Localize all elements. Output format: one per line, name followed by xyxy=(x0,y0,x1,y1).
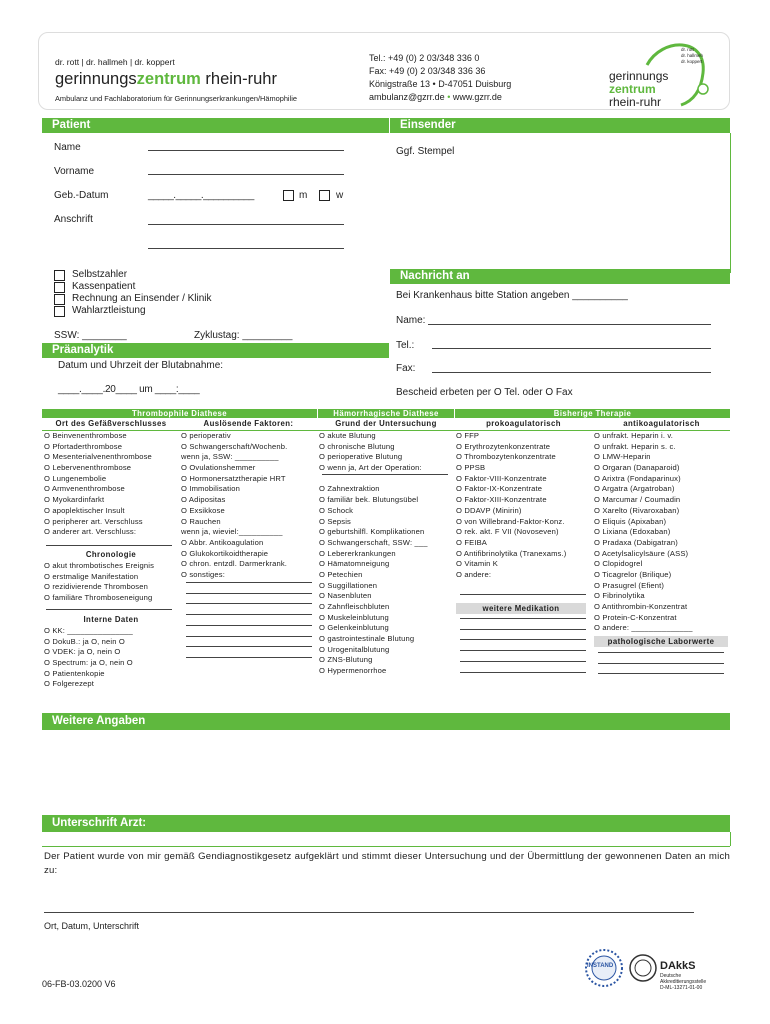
grund-option[interactable]: O Schwangerschaft, SSW: ___ xyxy=(319,537,428,547)
grund-option[interactable]: O Urogenitalblutung xyxy=(319,644,390,654)
dakks-label: DAkkS xyxy=(660,960,696,972)
nachricht-fax-field[interactable] xyxy=(432,372,711,373)
col1-blank-line-2[interactable] xyxy=(46,609,172,610)
grund-option[interactable]: O wenn ja, Art der Operation: xyxy=(319,463,422,473)
ort-option[interactable]: O Lebervenenthrombose xyxy=(44,463,132,473)
chronologie-option[interactable]: O familiäre Thromboseneigung xyxy=(44,593,153,603)
name-field[interactable] xyxy=(148,150,344,151)
kassenpatient-label: Kassenpatient xyxy=(72,281,136,292)
chronologie-option[interactable]: O akut thrombotisches Ereignis xyxy=(44,561,155,570)
consent-text: Der Patient wurde von mir gemäß Gendiagnostikgesetz aufgeklärt und stimmt dieser Untersuchung und der Übermittlung der gewonnenen Daten an mich zu: xyxy=(44,851,730,876)
ort-option[interactable]: O Mesenterialvenenthrombose xyxy=(44,452,152,462)
instand-logo xyxy=(584,948,624,988)
haemorrhagische-header: Hämorrhagische Diathese xyxy=(318,409,454,418)
prokoagulatorisch-option[interactable]: O FFP xyxy=(456,431,480,440)
unterschrift-rule xyxy=(42,846,730,847)
grund-option[interactable]: O chronische Blutung xyxy=(319,441,395,451)
weitere-medikation-header: weitere Medikation xyxy=(456,603,586,614)
dakks-logo xyxy=(628,946,728,992)
antikoagulatorisch-option[interactable]: O Protein-C-Konzentrat xyxy=(594,612,677,622)
ort-option[interactable]: O anderer art. Verschluss: xyxy=(44,527,137,537)
interne-option[interactable]: O VDEK: ja O, nein O xyxy=(44,647,121,657)
grund-option[interactable]: O perioperative Blutung xyxy=(319,452,403,462)
prokoagulatorisch-option[interactable]: O Thrombozytenkonzentrate xyxy=(456,452,556,462)
header-tagline: Ambulanz und Fachlaboratorium für Gerinnungserkrankungen/Hämophilie xyxy=(55,94,297,103)
grund-option[interactable]: O geburtshilfl. Komplikationen xyxy=(319,527,425,537)
chronologie-list xyxy=(44,561,180,604)
grund-option[interactable]: O Hämatomneigung xyxy=(319,559,390,569)
ort-option[interactable]: O Beinvenenthrombose xyxy=(44,431,127,440)
wahlarzt-label: Wahlarztleistung xyxy=(72,305,146,316)
prokoagulatorisch-option[interactable]: O Antifibrinolytika (Tranexams.) xyxy=(456,548,567,558)
interne-header: Interne Daten xyxy=(83,615,139,624)
grund-option[interactable]: O akute Blutung xyxy=(319,431,376,440)
station-field[interactable]: Bei Krankenhaus bitte Station angeben __________ xyxy=(396,290,628,301)
antikoagulatorisch-option[interactable]: O Eliquis (Apixaban) xyxy=(594,516,667,526)
grund-header: Grund der Untersuchung xyxy=(335,419,437,428)
antikoagulatorisch-list xyxy=(594,431,731,634)
gender-m-label: m xyxy=(299,190,308,201)
ausloesende-blank-line[interactable] xyxy=(186,646,312,647)
andere-blank-line[interactable] xyxy=(460,594,586,595)
gender-w-checkbox[interactable] xyxy=(319,190,330,201)
grund-option[interactable]: O Suggillationen xyxy=(319,580,378,590)
col1-blank-line[interactable] xyxy=(46,545,172,546)
grund-option[interactable]: O Nasenbluten xyxy=(319,591,372,601)
zyklus-field[interactable]: Zyklustag: _________ xyxy=(194,330,293,341)
nachricht-tel-label: Tel.: xyxy=(396,340,415,351)
ort-option[interactable]: O Myokardinfarkt xyxy=(44,495,105,505)
ort-option[interactable]: O peripherer art. Verschluss xyxy=(44,516,143,526)
gender-w-label: w xyxy=(336,190,344,201)
ausloesende-option: wenn ja, SSW: __________ xyxy=(181,452,279,462)
nachricht-name-field[interactable] xyxy=(428,324,711,325)
kassenpatient-checkbox[interactable] xyxy=(54,282,65,293)
antikoagulatorisch-option[interactable]: O unfrakt. Heparin s. c. xyxy=(594,441,676,451)
dakks-seal-icon xyxy=(628,948,658,988)
logo-line1: gerinnungs xyxy=(609,69,669,83)
header-tel: Tel.: +49 (0) 2 03/348 336 0 xyxy=(369,53,480,63)
ausloesende-option[interactable]: O Exsikkose xyxy=(181,505,225,515)
grund-option[interactable]: O Petechien xyxy=(319,569,363,579)
interne-option[interactable]: O KK: _______________ xyxy=(44,626,133,635)
chronologie-option[interactable]: O erstmalige Manifestation xyxy=(44,571,139,581)
ausloesende-blank-line[interactable] xyxy=(186,636,312,637)
ausloesende-option[interactable]: O Glukokortikoidtherapie xyxy=(181,548,269,558)
ausloesende-header: Auslösende Faktoren: xyxy=(203,419,294,428)
ausloesende-blank-line[interactable] xyxy=(186,625,312,626)
nachricht-tel-field[interactable] xyxy=(432,348,711,349)
grund-option[interactable]: O Sepsis xyxy=(319,516,352,526)
weitere-angaben-header: Weitere Angaben xyxy=(42,713,730,730)
ausloesende-option[interactable]: O chron. entzdl. Darmerkrank. xyxy=(181,559,288,569)
ausloesende-blank-line[interactable] xyxy=(186,582,312,583)
header-fax: Fax: +49 (0) 2 03/348 336 36 xyxy=(369,66,486,76)
logo-line2: zentrum xyxy=(609,82,656,96)
prokoagulatorisch-option[interactable]: O Faktor-XIII-Konzentrate xyxy=(456,495,547,505)
praeanalytik-header: Präanalytik xyxy=(42,343,389,358)
ausloesende-option[interactable]: O Rauchen xyxy=(181,516,221,526)
antikoagulatorisch-header: antikoagulatorisch xyxy=(623,419,700,428)
prokoagulatorisch-option[interactable]: O rek. akt. F VII (Novoseven) xyxy=(456,527,559,537)
grund-option[interactable]: O Zahnfleischbluten xyxy=(319,602,390,611)
medikation-blank-line[interactable] xyxy=(460,629,586,630)
header xyxy=(38,32,730,110)
grund-option[interactable]: O ZNS-Blutung xyxy=(319,655,373,665)
vorname-field[interactable] xyxy=(148,174,344,175)
grund-option[interactable]: O Gelenkeinblutung xyxy=(319,623,389,633)
anschrift-field-2[interactable] xyxy=(148,248,344,249)
dakks-sub3: D-ML-13271-01-00 xyxy=(660,985,703,991)
wahlarzt-checkbox[interactable] xyxy=(54,306,65,317)
gender-m-checkbox[interactable] xyxy=(283,190,294,201)
antikoagulatorisch-option[interactable]: O Ticagrelor (Brilique) xyxy=(594,569,672,579)
grund-option[interactable]: O Lebererkrankungen xyxy=(319,548,396,558)
laborwerte-header: pathologische Laborwerte xyxy=(594,636,728,647)
antikoagulatorisch-option[interactable]: O Clopidogrel xyxy=(594,559,643,569)
chronologie-header: Chronologie xyxy=(85,550,137,559)
ausloesende-option[interactable]: O sonstiges: xyxy=(181,569,226,579)
ort-option[interactable]: O apoplektischer Insult xyxy=(44,505,125,515)
antikoagulatorisch-option[interactable]: O Xarelto (Rivaroxaban) xyxy=(594,505,680,515)
ausloesende-option[interactable]: O perioperativ xyxy=(181,431,231,440)
nachricht-fax-label: Fax: xyxy=(396,363,416,374)
rechnung-label: Rechnung an Einsender / Klinik xyxy=(72,293,212,304)
prokoagulatorisch-option[interactable]: O DDAVP (Minirin) xyxy=(456,505,522,515)
geb-label: Geb.-Datum xyxy=(54,190,109,201)
ausloesende-blank-line[interactable] xyxy=(186,603,312,604)
grund-option[interactable]: O Schock xyxy=(319,505,354,515)
dakks-sub2: Akkreditierungsstelle xyxy=(660,979,707,985)
antikoagulatorisch-option[interactable]: O Antithrombin-Konzentrat xyxy=(594,602,688,611)
prokoagulatorisch-list xyxy=(456,431,593,581)
ausloesende-option: wenn ja, wieviel:__________ xyxy=(181,527,283,537)
medikation-blank-line[interactable] xyxy=(460,672,586,673)
einsender-border xyxy=(730,133,731,273)
medikation-blank-line[interactable] xyxy=(460,650,586,651)
ort-header: Ort des Gefäßverschlusses xyxy=(55,419,167,428)
grund-option[interactable]: O Muskeleinblutung xyxy=(319,612,389,622)
signature-line[interactable] xyxy=(44,912,694,913)
ort-datum-label: Ort, Datum, Unterschrift xyxy=(44,921,140,931)
antikoagulatorisch-option[interactable]: O Arixtra (Fondaparinux) xyxy=(594,473,681,483)
logo-small-2: dr. hallmeh xyxy=(681,53,704,58)
logo-small-3: dr. koppert xyxy=(681,59,703,64)
grund-option[interactable]: O familiär bek. Blutungsübel xyxy=(319,495,419,505)
ort-option[interactable]: O Lungenembolie xyxy=(44,473,107,483)
antikoagulatorisch-option[interactable]: O unfrakt. Heparin i. v. xyxy=(594,431,674,440)
antikoagulatorisch-option[interactable]: O Prasugrel (Efient) xyxy=(594,580,665,590)
ausloesende-option[interactable]: O Abbr. Antikoagulation xyxy=(181,537,264,547)
prokoagulatorisch-option[interactable]: O PPSB xyxy=(456,463,486,473)
logo-line3: rhein-ruhr xyxy=(609,95,662,109)
chronologie-option[interactable]: O rezidivierende Thrombosen xyxy=(44,582,148,592)
interne-option[interactable]: O DokuB.: ja O, nein O xyxy=(44,636,125,646)
interne-option[interactable]: O Patientenkopie xyxy=(44,668,105,678)
ssw-field[interactable]: SSW: ________ xyxy=(54,330,127,341)
interne-option[interactable]: O Folgerezept xyxy=(44,679,95,689)
ausloesende-blank-line[interactable] xyxy=(186,657,312,658)
ausloesende-blank-line[interactable] xyxy=(186,593,312,594)
ort-list xyxy=(44,431,180,538)
ausloesende-blank-line[interactable] xyxy=(186,614,312,615)
therapie-header: Bisherige Therapie xyxy=(455,409,730,418)
laborwerte-blank-line[interactable] xyxy=(598,663,724,664)
prokoagulatorisch-option[interactable]: O Faktor-VIII-Konzentrate xyxy=(456,473,547,483)
rechnung-checkbox[interactable] xyxy=(54,294,65,305)
form-id: 06-FB-03.0200 V6 xyxy=(42,979,116,989)
antikoagulatorisch-option[interactable]: O Orgaran (Danaparoid) xyxy=(594,463,680,473)
grund-option[interactable]: O Hypermenorrhoe xyxy=(319,666,387,676)
einsender-header: Einsender xyxy=(390,118,730,133)
laborwerte-blank-line[interactable] xyxy=(598,673,724,674)
header-doctors: dr. rott | dr. hallmeh | dr. koppert xyxy=(55,57,175,67)
bescheid-label[interactable]: Bescheid erbeten per O Tel. oder O Fax xyxy=(396,387,573,398)
grund-list xyxy=(319,431,455,677)
grund-option[interactable]: O gastrointestinale Blutung xyxy=(319,634,415,644)
stempel-label: Ggf. Stempel xyxy=(396,146,455,157)
selbstzahler-label: Selbstzahler xyxy=(72,269,128,280)
medikation-blank-line[interactable] xyxy=(460,639,586,640)
antikoagulatorisch-option[interactable]: O Pradaxa (Dabigatran) xyxy=(594,537,678,547)
prokoagulatorisch-option[interactable]: O FEIBA xyxy=(456,537,488,547)
weitere-angaben-area[interactable] xyxy=(42,730,730,815)
ausloesende-option[interactable]: O Hormonersatztherapie HRT xyxy=(181,473,286,483)
prokoagulatorisch-header: prokoagulatorisch xyxy=(486,419,561,428)
prokoagulatorisch-option[interactable]: O Erythrozytenkonzentrate xyxy=(456,441,551,451)
blutabnahme-label: Datum und Uhrzeit der Blutabnahme: xyxy=(58,360,224,371)
name-label: Name xyxy=(54,142,81,153)
ausloesende-option[interactable]: O Schwangerschaft/Wochenb. xyxy=(181,441,288,451)
ort-option[interactable]: O Pfortaderthrombose xyxy=(44,441,123,451)
prokoagulatorisch-option[interactable]: O von Willebrand-Faktor-Konz. xyxy=(456,516,565,526)
ausloesende-list xyxy=(181,431,318,581)
anschrift-field-1[interactable] xyxy=(148,224,344,225)
antikoagulatorisch-option[interactable]: O Fibrinolytika xyxy=(594,591,645,601)
header-address: Königstraße 13 • D-47051 Duisburg xyxy=(369,79,512,89)
antikoagulatorisch-option[interactable]: O Argatra (Argatroban) xyxy=(594,484,675,494)
dakks-sub1: Deutsche xyxy=(660,973,682,979)
prokoagulatorisch-option[interactable]: O Faktor-IX-Konzentrate xyxy=(456,484,543,494)
ausloesende-option[interactable]: O Adipositas xyxy=(181,495,226,505)
medikation-blank-line[interactable] xyxy=(460,661,586,662)
prokoagulatorisch-option[interactable]: O andere: xyxy=(456,569,492,579)
unterschrift-border xyxy=(730,832,731,846)
vorname-label: Vorname xyxy=(54,166,95,177)
medikation-blank-line[interactable] xyxy=(460,618,586,619)
ort-option[interactable]: O Armvenenthrombose xyxy=(44,484,125,494)
prokoagulatorisch-option[interactable]: O Vitamin K xyxy=(456,559,499,569)
logo xyxy=(607,39,719,109)
laborwerte-blank-line[interactable] xyxy=(598,652,724,653)
unterschrift-header: Unterschrift Arzt: xyxy=(42,815,730,832)
patient-header: Patient xyxy=(42,118,389,133)
antikoagulatorisch-option[interactable]: O andere: ______________ xyxy=(594,623,693,633)
interne-list xyxy=(44,626,180,690)
blutabnahme-field[interactable]: ____.____.20____ um ____:____ xyxy=(58,384,200,395)
header-contact: ambulanz@gzrr.de • www.gzrr.de xyxy=(369,92,502,102)
ausloesende-option[interactable]: O Ovulationshemmer xyxy=(181,463,256,473)
antikoagulatorisch-option[interactable]: O Acetylsalicylsäure (ASS) xyxy=(594,548,689,558)
antikoagulatorisch-option[interactable]: O LMW-Heparin xyxy=(594,452,651,462)
nachricht-name-label: Name: xyxy=(396,315,426,326)
anschrift-label: Anschrift xyxy=(54,214,93,225)
geb-field[interactable]: _____._____.__________ xyxy=(148,190,254,201)
grund-option[interactable]: O Zahnextraktion xyxy=(319,484,380,494)
nachricht-header: Nachricht an xyxy=(390,269,730,284)
logo-small-1: dr. rott xyxy=(681,47,694,52)
grund-option xyxy=(319,474,455,485)
selbstzahler-checkbox[interactable] xyxy=(54,270,65,281)
header-brand: gerinnungszentrum rhein-ruhr xyxy=(55,70,277,88)
instand-label: INSTAND xyxy=(587,963,614,969)
antikoagulatorisch-option[interactable]: O Marcumar / Coumadin xyxy=(594,495,681,505)
antikoagulatorisch-option[interactable]: O Lixiana (Edoxaban) xyxy=(594,527,671,537)
ausloesende-option[interactable]: O Immobilisation xyxy=(181,484,240,494)
interne-option[interactable]: O Spectrum: ja O, nein O xyxy=(44,658,133,668)
thrombophilie-header: Thrombophile Diathese xyxy=(42,409,317,418)
